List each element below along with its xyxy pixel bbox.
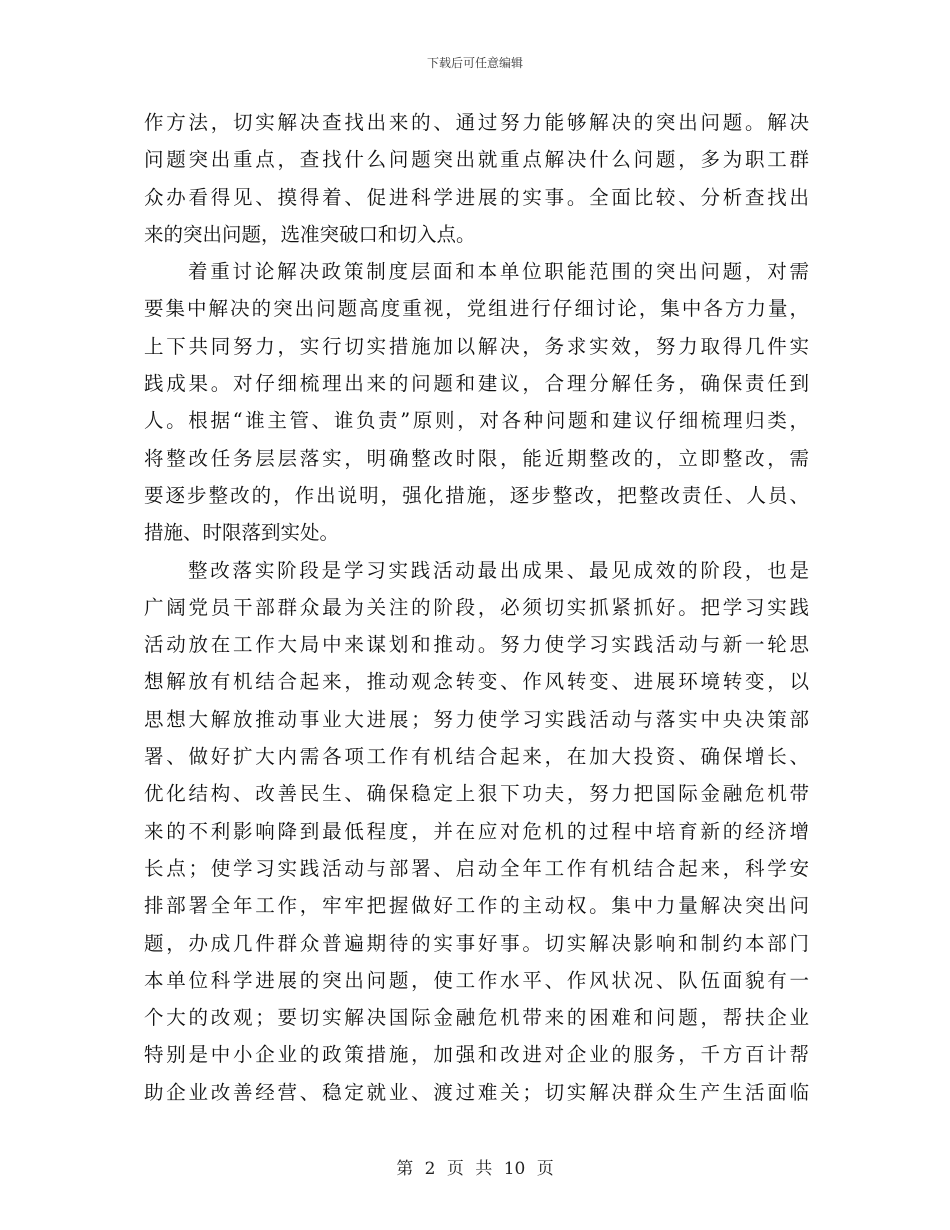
text-line: 长点；使学习实践活动与部署、启动全年工作有机结合起来，科学安	[144, 856, 809, 880]
text-line: 广阔党员干部群众最为关注的阶段，必须切实抓紧抓好。把学习实践	[144, 595, 809, 619]
page-number-indicator: 第 2 页 共 10 页	[396, 1159, 554, 1179]
text-line: 问题突出重点，查找什么问题突出就重点解决什么问题，多为职工群	[144, 148, 809, 172]
text-line: 来的突出问题，选准突破口和切入点。	[144, 222, 476, 246]
text-line: 想解放有机结合起来，推动观念转变、作风转变、进展环境转变，以	[144, 670, 809, 694]
text-line: 要逐步整改的，作出说明，强化措施，逐步整改，把整改责任、人员、	[144, 483, 809, 507]
text-line: 上下共同努力，实行切实措施加以解决，务求实效，努力取得几件实	[144, 334, 809, 358]
text-line: 排部署全年工作，牢牢把握做好工作的主动权。集中力量解决突出问	[144, 894, 809, 918]
text-line: 作方法，切实解决查找出来的、通过努力能够解决的突出问题。解决	[144, 111, 809, 134]
text-line: 措施、时限落到实处。	[144, 521, 340, 545]
text-line: 署、做好扩大内需各项工作有机结合起来，在加大投资、确保增长、	[144, 745, 809, 769]
text-line: 着重讨论解决政策制度层面和本单位职能范围的突出问题，对需	[188, 260, 809, 284]
text-line: 优化结构、改善民生、确保稳定上狠下功夫，努力把国际金融危机带	[144, 782, 809, 806]
text-line: 人。根据“谁主管、谁负责”原则，对各种问题和建议仔细梳理归类，	[144, 409, 809, 433]
page-header-note: 下载后可任意编辑	[426, 56, 523, 70]
text-line: 助企业改善经营、稳定就业、渡过难关；切实解决群众生产生活面临	[144, 1080, 809, 1104]
text-line: 思想大解放推动事业大进展；努力使学习实践活动与落实中央决策部	[144, 707, 809, 731]
text-line: 特别是中小企业的政策措施，加强和改进对企业的服务，千方百计帮	[144, 1043, 809, 1067]
text-line: 题，办成几件群众普遍期待的实事好事。切实解决影响和制约本部门	[144, 931, 809, 955]
text-line: 活动放在工作大局中来谋划和推动。努力使学习实践活动与新一轮思	[144, 633, 809, 657]
text-line: 个大的改观；要切实解决国际金融危机带来的困难和问题，帮扶企业	[144, 1006, 809, 1030]
text-line: 众办看得见、摸得着、促进科学进展的实事。全面比较、分析查找出	[144, 185, 809, 209]
text-line: 将整改任务层层落实，明确整改时限，能近期整改的，立即整改，需	[144, 446, 809, 470]
text-line: 来的不利影响降到最低程度，并在应对危机的过程中培育新的经济增	[144, 819, 809, 843]
document-body	[144, 104, 809, 1111]
text-line: 本单位科学进展的突出问题，使工作水平、作风状况、队伍面貌有一	[144, 968, 809, 992]
text-line: 要集中解决的突出问题高度重视，党组进行仔细讨论，集中各方力量，	[144, 297, 809, 321]
text-line: 践成果。对仔细梳理出来的问题和建议，合理分解任务，确保责任到	[144, 372, 809, 396]
text-line: 整改落实阶段是学习实践活动最出成果、最见成效的阶段，也是	[188, 558, 809, 582]
